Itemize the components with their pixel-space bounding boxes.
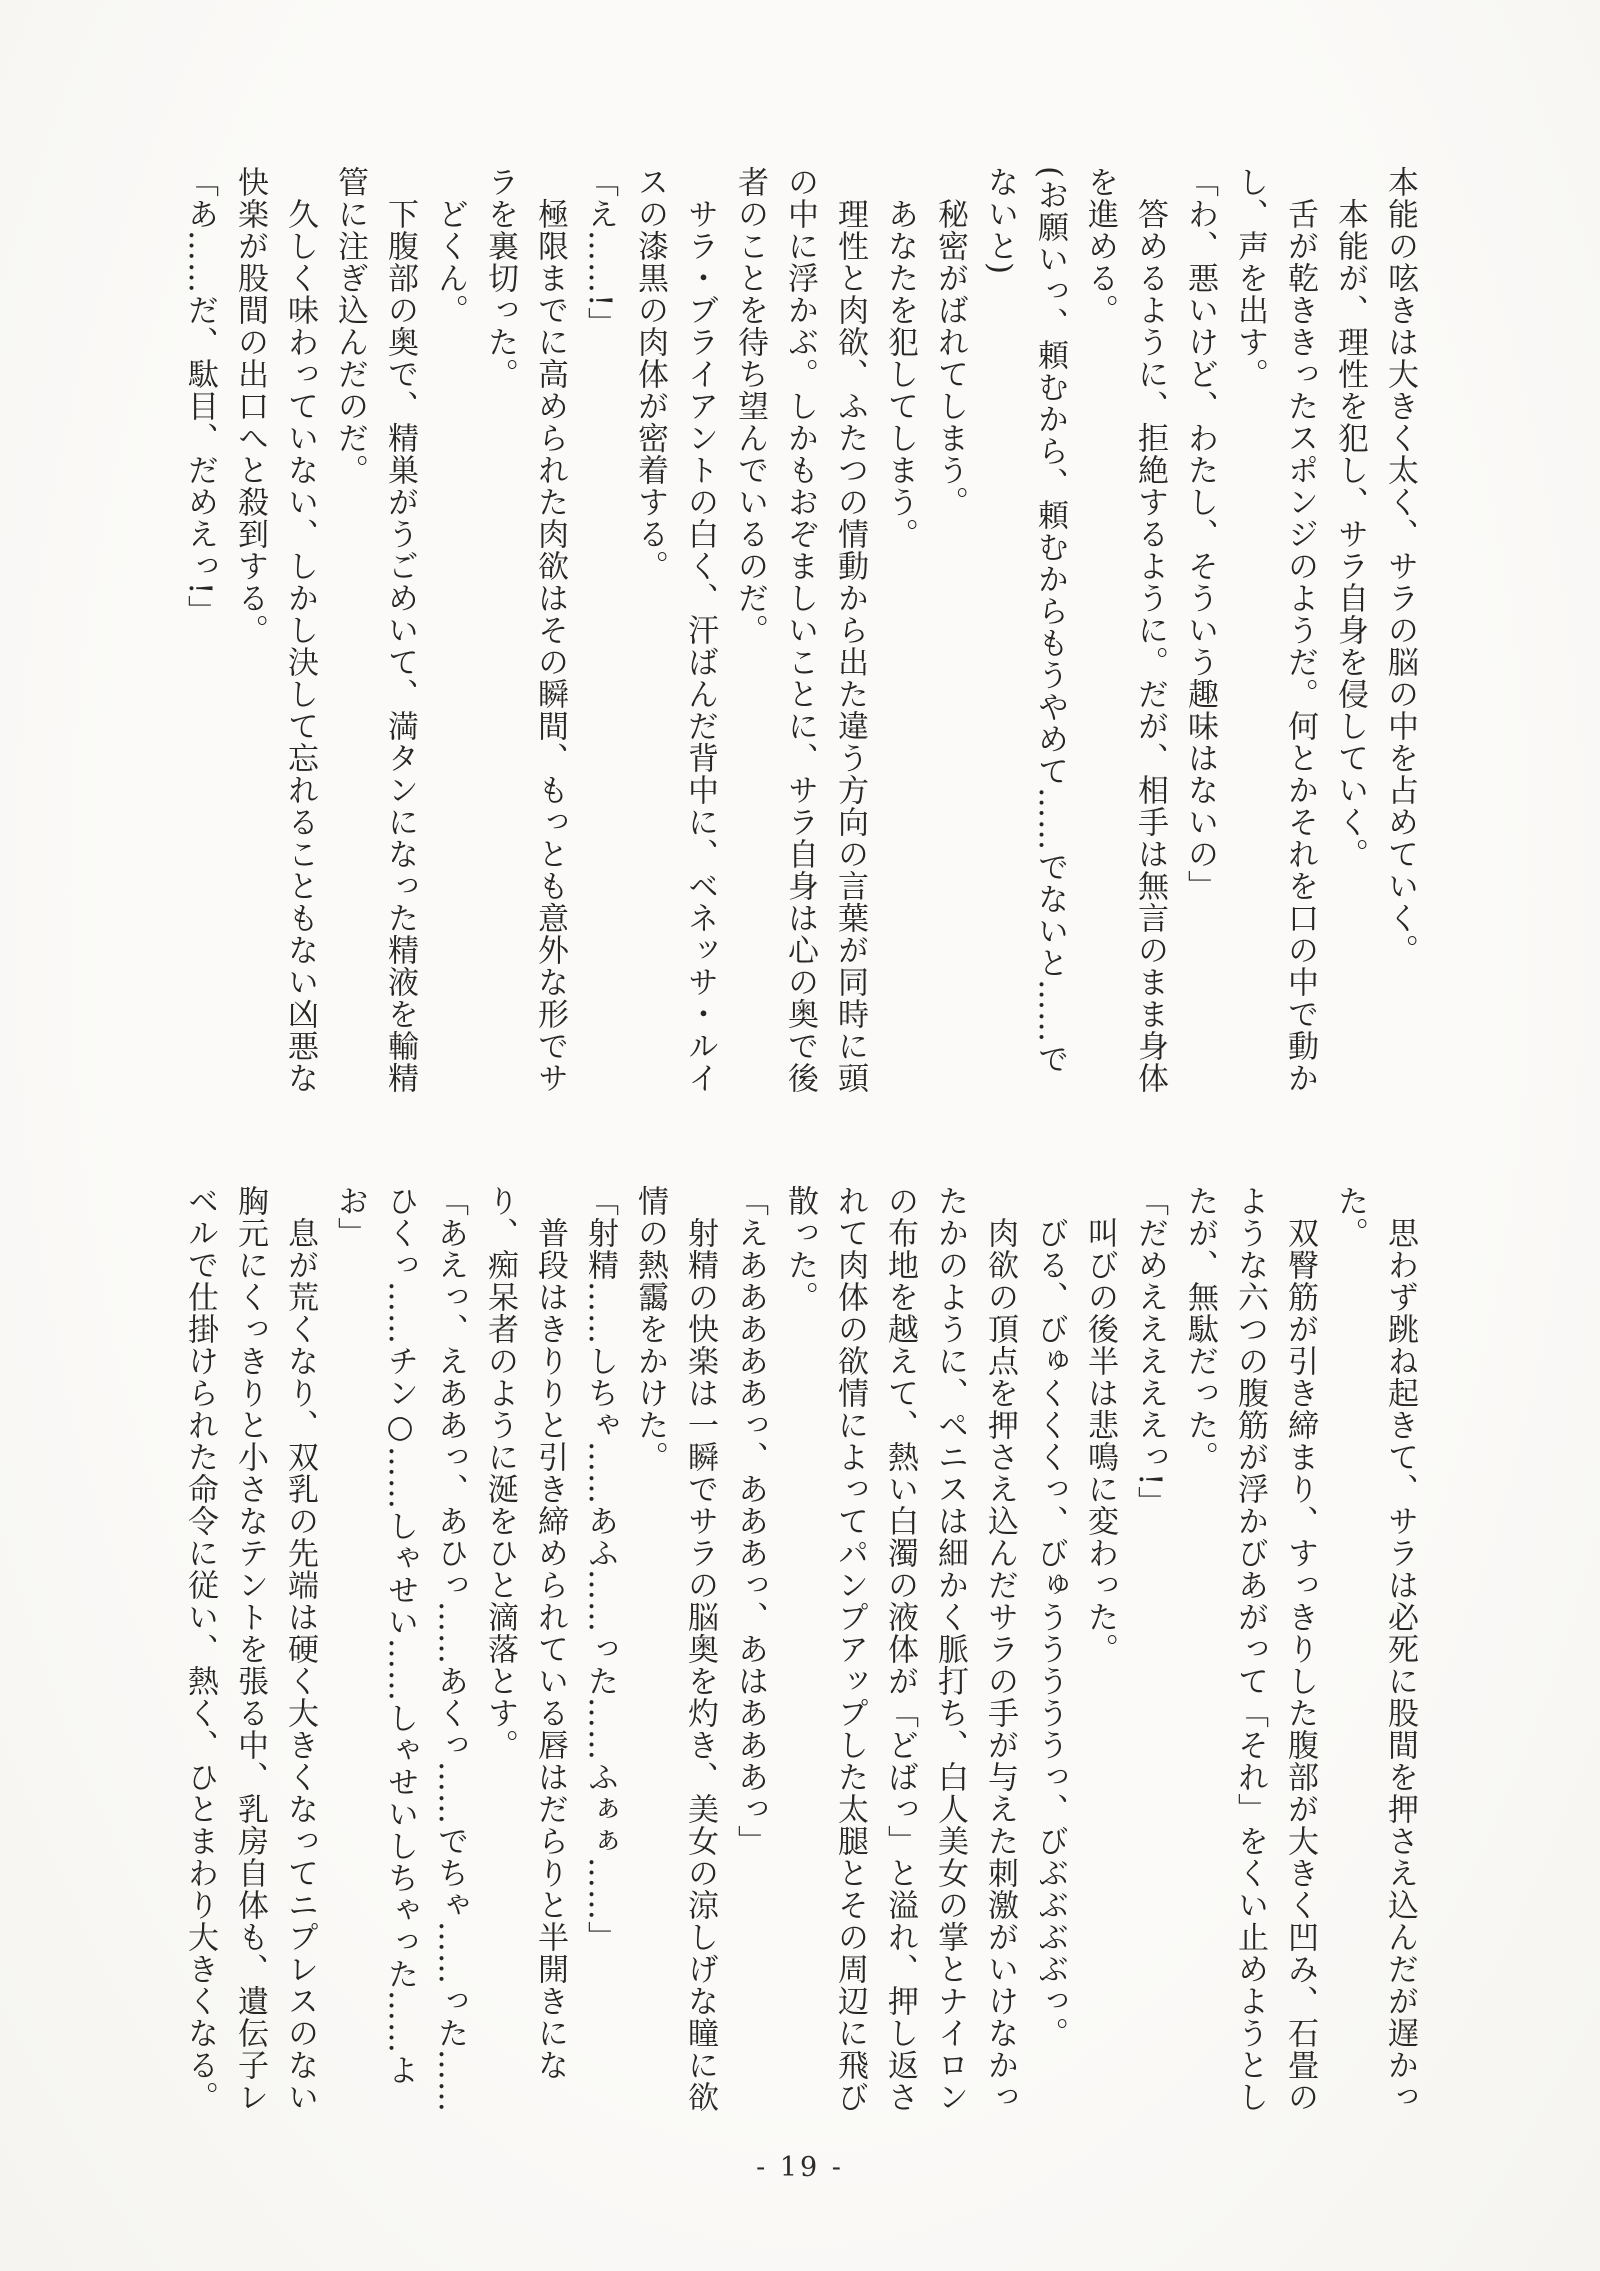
text-line: 下腹部の奥で、精巣がうごめいて、満タンになった精液を輸精 [382,198,418,1094]
text-line: 散った。 [782,1185,818,1313]
text-line: を進める。 [1082,166,1118,326]
text-line: 答めるように、拒絶するように。だが、相手は無言のまま身体 [1132,198,1168,1094]
text-line: (お願いっ、頼むから、頼むからもうやめて……でないと……で [1032,166,1068,1076]
text-line: サラ・ブライアントの白く、汗ばんだ背中に、ベネッサ・ルイ [682,198,718,1094]
text-line: お」 [332,1185,368,1249]
text-line: 「えあああああっ、あああっ、あはあああっ」 [732,1185,768,1857]
text-line: 久しく味わっていない、しかし決して忘れることもない凶悪な [282,198,318,1094]
text-line: 「あ……だ、駄目、だめえっ!」 [182,166,218,628]
text-line: たが、無駄だった。 [1182,1185,1218,1473]
text-line: 息が荒くなり、双乳の先端は硬く大きくなってニプレスのない [282,1217,318,2113]
text-line: ベルで仕掛けられた命令に従い、熱く、ひとまわり大きくなる。 [182,1185,218,2113]
text-line: 思わず跳ね起きて、サラは必死に股間を押さえ込んだが遅かっ [1382,1217,1418,2113]
text-line: 者のことを待ち望んでいるのだ。 [732,166,768,646]
text-line: 「わ、悪いけど、わたし、そういう趣味はないの」 [1182,166,1218,902]
text-line: たかのように、ペニスは細かく脈打ち、白人美女の掌とナイロン [932,1185,968,2113]
text-line: 叫びの後半は悲鳴に変わった。 [1082,1217,1118,1665]
text-line: 秘密がばれてしまう。 [932,198,968,518]
top-text-block [175,166,1425,1106]
text-line: 情の熱靄をかけた。 [632,1185,668,1473]
text-line: ひくっ……チン○……しゃせい……しゃせいしちゃった……よ [382,1185,418,2086]
text-line: の布地を越えて、熱い白濁の液体が「どばっ」と溢れ、押し返さ [882,1185,918,2113]
text-line: 双臀筋が引き締まり、すっきりした腹部が大きく凹み、石畳の [1282,1217,1318,2113]
text-line: 舌が乾ききったスポンジのようだ。何とかそれを口の中で動か [1282,198,1318,1094]
text-line: 「だめえええええっ!」 [1132,1185,1168,1519]
text-line: 「射精……しちゃ……あふ……った……ふぁぁ……」 [582,1185,618,1953]
text-line: びる、びゅくくくっ、びゅうううううっ、びぶぶぶぶっ。 [1032,1217,1068,2049]
text-line: 極限までに高められた肉欲はその瞬間、もっとも意外な形でサ [532,198,568,1094]
bottom-text-block [175,1185,1425,2125]
text-line: どくん。 [432,198,468,326]
text-line: 普段はきりりと引き締められている唇はだらりと半開きにな [532,1217,568,2081]
text-line: 射精の快楽は一瞬でサラの脳奥を灼き、美女の涼しげな瞳に欲 [682,1217,718,2113]
text-line: 肉欲の頂点を押さえ込んだサラの手が与えた刺激がいけなかっ [982,1217,1018,2113]
text-line: 管に注ぎ込んだのだ。 [332,166,368,486]
text-line: 理性と肉欲、ふたつの情動から出た違う方向の言葉が同時に頭 [832,198,868,1094]
text-line: り、痴呆者のように涎をひと滴落とす。 [482,1185,518,1761]
text-line: ラを裏切った。 [482,166,518,390]
text-line: た。 [1332,1185,1368,1249]
text-line: 「あえっ、えああっ、あひっ……あくっ……でちゃ……った…… [432,1185,468,2113]
text-line: の中に浮かぶ。しかもおぞましいことに、サラ自身は心の奥で後 [782,166,818,1094]
text-line: 本能が、理性を犯し、サラ自身を侵していく。 [1332,198,1368,870]
text-line: れて肉体の欲情によってパンプアップした太腿とその周辺に飛び [832,1185,868,2113]
text-line: 快楽が股間の出口へと殺到する。 [232,166,268,646]
text-line: あなたを犯してしまう。 [882,198,918,550]
text-line: ような六つの腹筋が浮かびあがって「それ」をくい止めようとし [1232,1185,1268,2113]
text-line: 「え……!」 [582,166,618,340]
text-line: ないと) [982,166,1018,276]
text-line: し、声を出す。 [1232,166,1268,390]
text-line: スの漆黒の肉体が密着する。 [632,166,668,582]
text-line: 胸元にくっきりと小さなテントを張る中、乳房自体も、遺伝子レ [232,1185,268,2113]
page-number: - 19 - [756,2152,844,2183]
text-line: 本能の呟きは大きく太く、サラの脳の中を占めていく。 [1382,166,1418,966]
